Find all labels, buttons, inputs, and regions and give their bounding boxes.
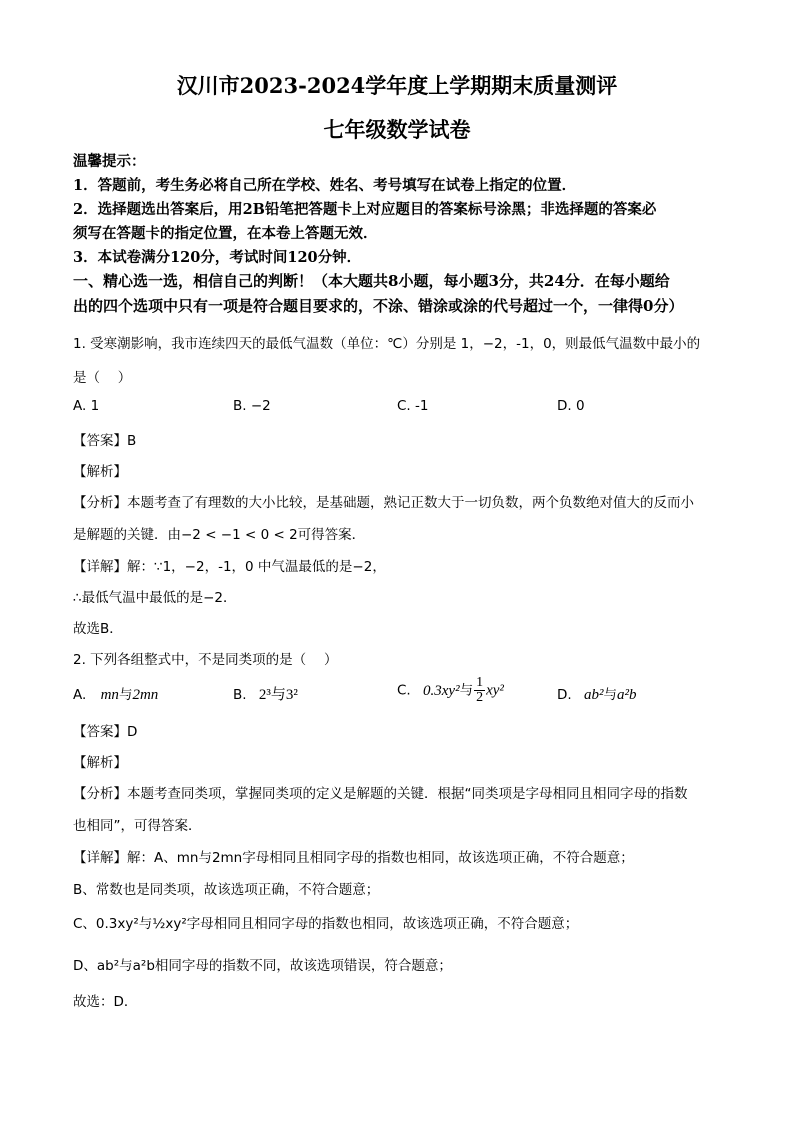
q1-detail: 【详解】解：∵1，−2，-1，0 中气温最低的是−2， (73, 559, 386, 575)
q2-option-b (233, 683, 298, 704)
q1-option-d: D. 0 (557, 398, 585, 414)
q2-option-d (557, 683, 636, 704)
q2-option-c (397, 676, 504, 705)
note-item-2-cont: 须写在答题卡的指定位置，在本卷上答题无效． (73, 225, 378, 242)
fraction-numerator: 1 (476, 675, 484, 690)
q1-option-a: A. 1 (73, 398, 100, 414)
q2-option-a-connector: 与 (118, 687, 133, 703)
q2-option-a-label: A. (73, 687, 87, 703)
note-item-2: 2．选择题选出答案后，用2B铅笔把答题卡上对应题目的答案标号涂黑；非选择题的答案必 (73, 201, 657, 218)
q1-therefore: ∴最低气温中最低的是−2． (73, 590, 237, 606)
q2-option-a-term2: 2mn (132, 687, 159, 703)
q2-detail-d: D、ab²与a²b相同字母的指数不同，故该选项错误，符合题意； (73, 958, 452, 974)
q2-option-c-label: C. (397, 682, 411, 699)
q2-answer: 【答案】D (73, 724, 138, 740)
q2-option-c-fraction (474, 676, 485, 705)
q2-option-c-connector: 与 (459, 682, 474, 699)
section-heading-line1: 一、精心选一选，相信自己的判断！（本大题共8小题，每小题3分，共24分．在每小题给 (73, 272, 670, 290)
section-heading-line2: 出的四个选项中只有一项是符合题目要求的，不涂、错涂或涂的代号超过一个，一律得0分） (73, 297, 684, 315)
q2-option-a-term1: mn (100, 687, 119, 703)
q2-fenxi: 【分析】本题考查同类项，掌握同类项的定义是解题的关键．根据“同类项是字母相同且相同字母的指数 (73, 786, 688, 802)
q2-option-d-term1: ab² (583, 687, 604, 703)
q1-analysis: 【解析】 (73, 464, 127, 480)
q2-option-d-connector: 与 (603, 687, 617, 703)
q1-option-b: B. −2 (233, 398, 271, 414)
q2-option-d-term2: a²b (616, 687, 637, 703)
q1-conclusion: 故选B． (73, 621, 123, 637)
q2-detail-b: B、常数也是同类项，故该选项正确，不符合题意； (73, 882, 380, 898)
page-title: 汉川市2023-2024学年度上学期期末质量测评 (176, 73, 618, 98)
page-subtitle: 七年级数学试卷 (323, 117, 471, 142)
q2-option-b-label: B. (233, 687, 247, 703)
fraction-denominator: 2 (476, 690, 484, 705)
q1-answer: 【答案】B (73, 433, 137, 449)
q1-fenxi: 【分析】本题考查了有理数的大小比较，是基础题，熟记正数大于一切负数，两个负数绝对值大的反而小 (73, 495, 694, 511)
q2-option-a (73, 683, 158, 704)
q2-analysis: 【解析】 (73, 755, 127, 771)
q2-option-d-label: D. (557, 687, 572, 703)
note-item-1: 1．答题前，考生务必将自己所在学校、姓名、考号填写在试卷上指定的位置． (73, 177, 577, 194)
q1-stem: 1. 受寒潮影响，我市连续四天的最低气温数（单位：℃）分别是 1，−2，-1，0，则最低气温数中最小的 (73, 336, 701, 352)
q2-option-b-text: 2³与3² (258, 687, 298, 703)
q2-fenxi-cont: 也相同”，可得答案． (73, 818, 202, 834)
q1-stem-cont: 是（ ） (73, 370, 132, 386)
q2-option-c-term1: 0.3xy² (423, 682, 460, 699)
q2-detail-a: 【详解】解：A、mn与2mn字母相同且相同字母的指数也相同，故该选项正确，不符合题意； (73, 850, 634, 866)
q2-stem: 2. 下列各组整式中，不是同类项的是（ ） (73, 652, 338, 668)
q2-conclusion: 故选：D． (73, 994, 138, 1010)
q1-fenxi-cont: 是解题的关键．由−2 < −1 < 0 < 2可得答案． (73, 527, 366, 543)
q2-detail-c: C、0.3xy²与½xy²字母相同且相同字母的指数也相同，故该选项正确，不符合题意； (73, 916, 579, 932)
note-item-3: 3．本试卷满分120分，考试时间120分钟． (73, 249, 362, 266)
q1-option-c: C. -1 (397, 398, 429, 414)
q2-option-c-term2: xy² (486, 682, 504, 699)
notes-heading: 温馨提示： (73, 153, 146, 170)
